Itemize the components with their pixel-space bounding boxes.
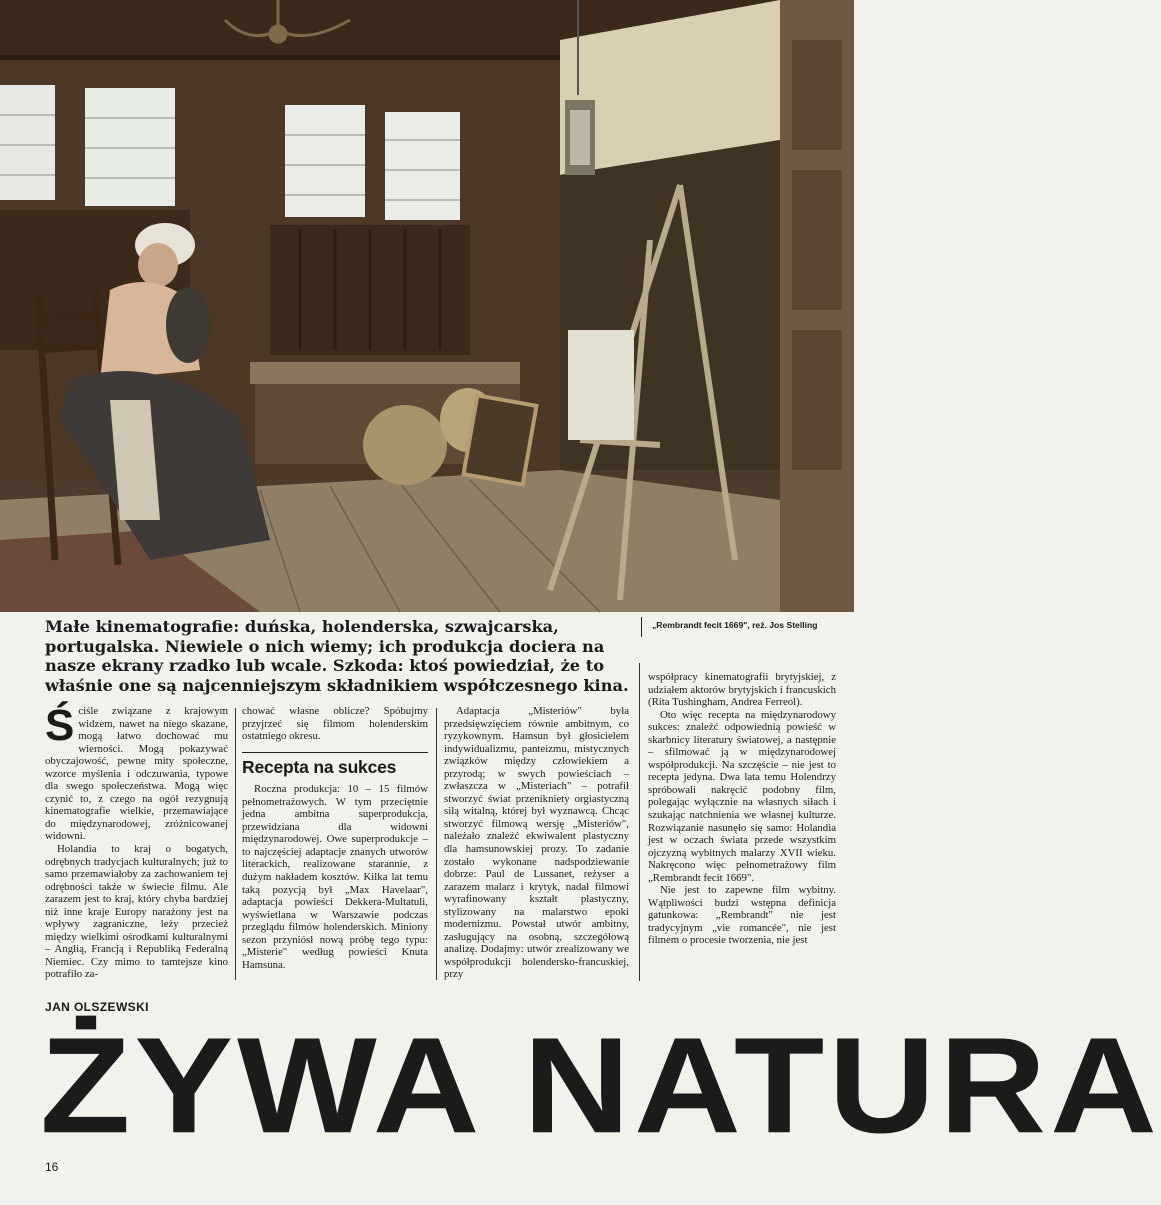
paragraph: Holandia to kraj o bogatych, odrębnych tradycjach kulturalnych; już to samo przemawiałoby za zachowaniem tej odrębności także w świecie filmu. Ale zarazem jest to kraj, który chyba bardziej niż inne kraje Europy narażony jest na wpływy zagraniczne, leży przecież między wielkimi ośrodkami kulturalnymi – Anglią, Francją i Republiką Federalną Niemiec. Czy mimo to tamtejsze kino potrafiło za- xyxy=(45,843,228,981)
studio-interior-illustration xyxy=(0,0,854,612)
paragraph: Adaptacja „Misteriów" była przedsięwzięciem równie ambitnym, co ryzykownym. Hamsun był głosicielem indywidualizmu, panteizmu, mistycznych związków między człowiekiem a przyrodą; w swych powieściach – zwłaszcza w „Misteriach" – potrafił stworzyć świat przenikniety orgiastyczną siłą witalną, której był wyznawcą. Chcąc stworzyć filmową wersję „Misteriów", należało znaleźć ekwiwalent plastyczny dla hamsunowskiej prozy. To zadanie zostało wykonane nadspodziewanie dobrze: Paul de Lussanet, reżyser a zarazem malarz i krytyk, nadał filmowi wyrafinowany kształt plastyczny, stylizowany na malarstwo epoki modernizmu. Powstał utwór ambitny, zasługujący na osobną, szczegółową analizę. Dodajmy: utwór zrealizowany we współprodukcji holendersko-francuskiej, przy xyxy=(444,705,629,981)
paragraph: chować własne oblicze? Spóbujmy przyjrzeć się filmom holenderskim ostatniego okresu. xyxy=(242,705,428,743)
subhead-rule xyxy=(242,752,428,753)
window-center-1 xyxy=(285,105,365,217)
photo-caption: „Rembrandt fecit 1669", reż. Jos Stelling xyxy=(652,620,818,630)
author-byline: JAN OLSZEWSKI xyxy=(45,1000,149,1014)
film-still-photo xyxy=(0,0,854,612)
lead-paragraph: Małe kinematografie: duńska, holenderska, szwajcarska, portugalska. Niewiele o nich wiemy; ich produkcja dociera na nasze ekrany rzadko lub wcale. Szkoda: ktoś powiedział, że to właśnie one są najcenniejszym składnikiem współczesnego kina. xyxy=(45,617,629,695)
article-column-3 xyxy=(444,705,629,981)
section-subheading: Recepta na sukces xyxy=(242,756,397,777)
window-left-2 xyxy=(85,88,175,206)
paragraph: Nie jest to zapewne film wybitny. Wątpliwości budzi wstępna definicja gatunkowa: „Rembrandt" nie jest tradycyjnym „vie romancée", nie jest filmem o procesie tworzenia, nie jest xyxy=(648,884,836,947)
paragraph: Roczna produkcja: 10 – 15 filmów pełnometrażowych. W tym przeciętnie jedna ambitna superprodukcja, przewidziana dla widowni międzynarodowej. Owe superprodukcje – to najczęściej adaptacje znanych utworów literackich, realizowane starannie, z dużym nakładem kosztów. Kilka lat temu taką pozycją był „Max Havelaar", adaptacja powieści Dekkera-Multatuli, wyświetlana w Warszawie podczas przeglądu filmów holenderskich. Miniony sezon przyniósł nową próbę tego typu: „Misterie" według powieści Knuta Hamsuna. xyxy=(242,783,428,971)
article-column-4 xyxy=(648,671,836,947)
paragraph: ciśle związane z krajowym widzem, nawet na niego skazane, mogą łatwo dochować mu wierności. Mogą pokazywać obyczajowość, pewne mity społeczne, wzorce myślenia i odczuwania, typowe dla swego społeczeństwa. Mogą więc czynić to, z czego na ogół rezygnują kinematografie wielkie, przemawiające do międzynarodowej, zróżnicowanej widowni. xyxy=(45,705,228,843)
article-column-1 xyxy=(45,701,228,981)
brass-plate xyxy=(363,405,447,485)
column-rule xyxy=(639,663,640,981)
paragraph: współpracy kinematografii brytyjskiej, z udziałem aktorów brytyjskich i francuskich (Rita Tushingham, Andrea Ferreol). xyxy=(648,671,836,709)
paragraph: Oto więc recepta na międzynarodowy sukces: znaleźć odpowiednią powieść w skarbnicy literatury światowej, a następnie – sfilmować ją w międzynarodowej współprodukcji. Na szczęście – nie jest to recepta jedyna. Dwa lata temu Holendrzy spróbowali nakręcić podobny film, polegając wyłącznie na własnych siłach i szukając natchnienia we własnej kulturze. Rozwiązanie nasunęło się samo: Holandia jest w oczach świata przede wszystkim ojczyzną wybitnych malarzy XVII wieku. Nakręcono więc pełnometrażowy film „Rembrandt fecit 1669". xyxy=(648,708,836,884)
window-center-2 xyxy=(385,112,460,220)
column-divider xyxy=(641,617,642,637)
window-left xyxy=(0,85,55,200)
column-rule xyxy=(436,708,437,980)
drop-cap: Ś xyxy=(45,701,75,750)
article-headline: ŻYWA NATURA xyxy=(40,1009,1161,1162)
blank-canvas xyxy=(568,330,634,440)
article-column-2 xyxy=(242,705,428,971)
page-number: 16 xyxy=(45,1160,59,1174)
column-rule xyxy=(235,708,236,980)
